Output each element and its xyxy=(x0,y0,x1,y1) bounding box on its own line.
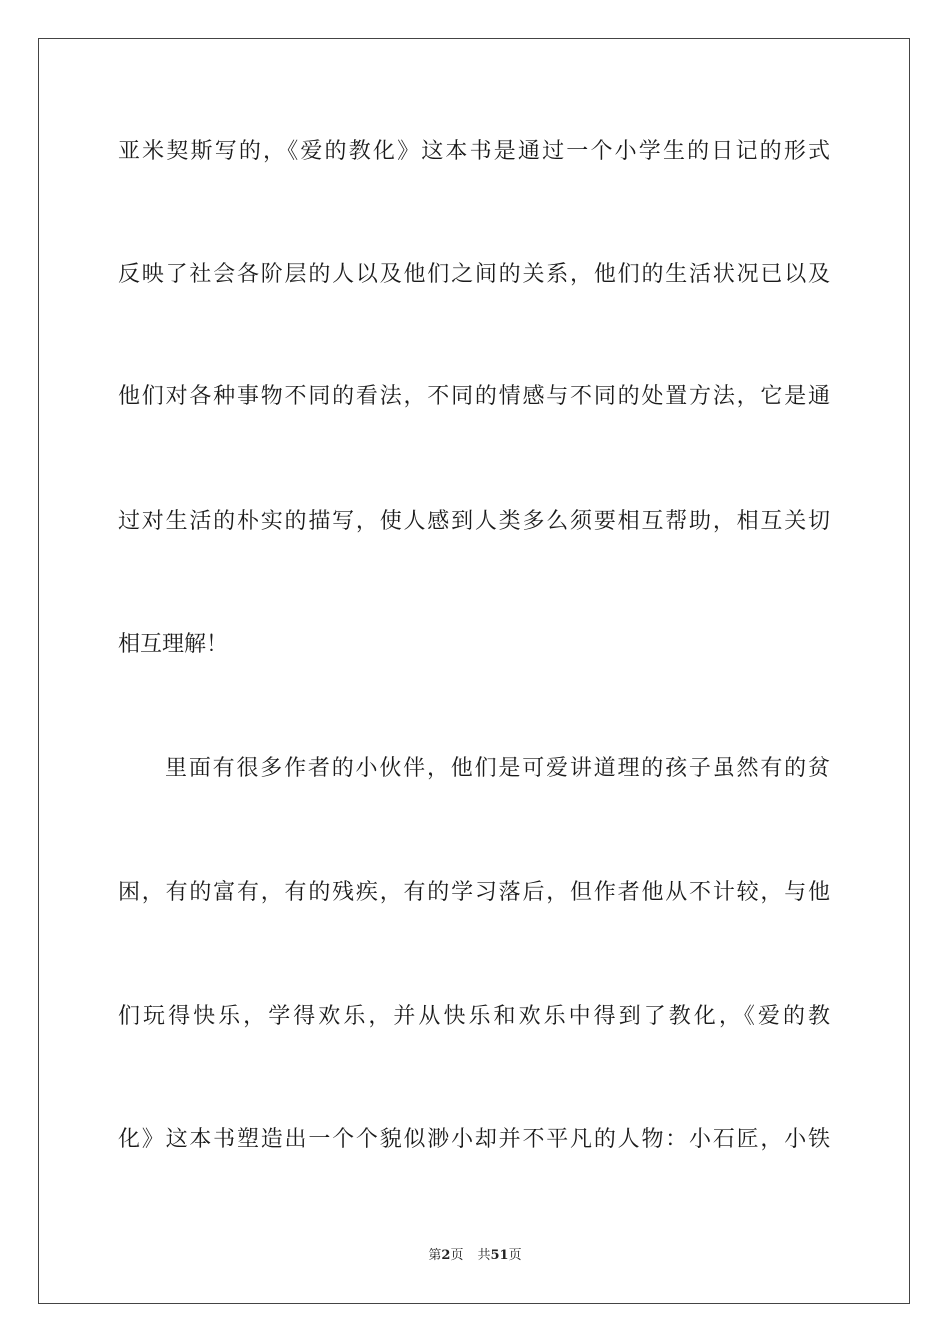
page-number: 2 xyxy=(441,1248,451,1263)
paragraph-line-5: 相互理解！ xyxy=(118,632,229,657)
page-suffix: 页 xyxy=(450,1248,464,1263)
paragraph-line-6: 里面有很多作者的小伙伴，他们是可爱讲道理的孩子虽然有的贫 xyxy=(165,756,830,781)
paragraph-line-8: 们玩得快乐，学得欢乐，并从快乐和欢乐中得到了教化，《爱的教 xyxy=(118,1004,830,1029)
total-pages: 51 xyxy=(490,1248,509,1263)
paragraph-line-1: 亚米契斯写的，《爱的教化》这本书是通过一个小学生的日记的形式 xyxy=(118,139,830,164)
total-prefix: 共 xyxy=(477,1248,491,1263)
page-footer xyxy=(0,1246,950,1266)
paragraph-line-4: 过对生活的朴实的描写，使人感到人类多么须要相互帮助，相互关切 xyxy=(118,509,830,534)
page-prefix: 第 xyxy=(428,1248,442,1263)
page-border xyxy=(38,38,910,1304)
paragraph-line-3: 他们对各种事物不同的看法，不同的情感与不同的处置方法，它是通 xyxy=(118,384,830,409)
paragraph-line-9: 化》这本书塑造出一个个貌似渺小却并不平凡的人物：小石匠，小铁 xyxy=(118,1127,830,1152)
paragraph-line-2: 反映了社会各阶层的人以及他们之间的关系，他们的生活状况已以及 xyxy=(118,262,830,287)
paragraph-line-7: 困，有的富有，有的残疾，有的学习落后，但作者他从不计较，与他 xyxy=(118,880,830,905)
total-suffix: 页 xyxy=(508,1248,522,1263)
